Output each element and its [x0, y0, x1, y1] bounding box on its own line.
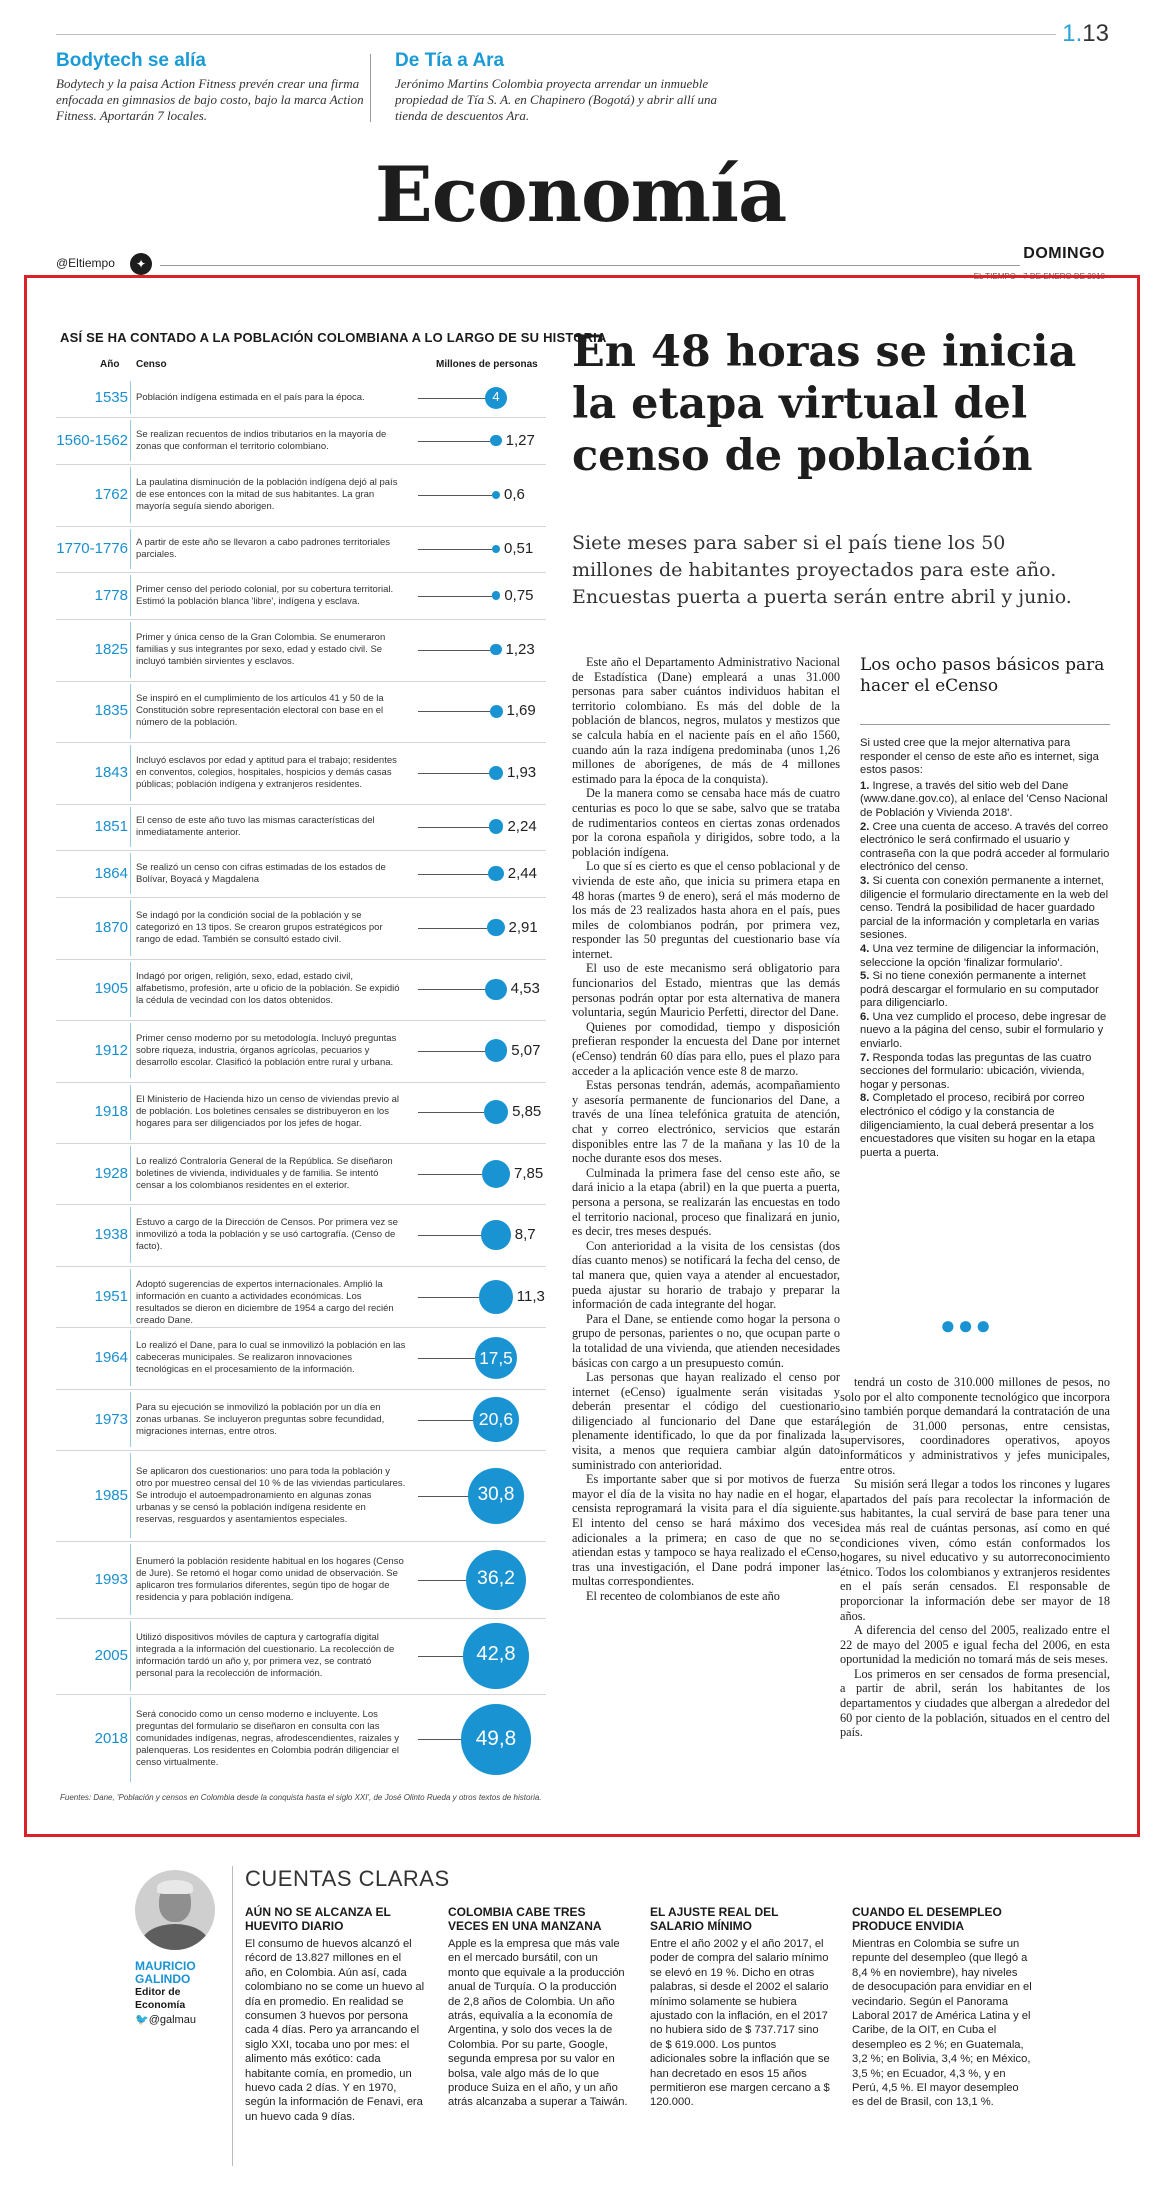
value-connector: [418, 989, 485, 990]
article-headline: En 48 horas se inicia la etapa virtual del censo de población: [572, 327, 1077, 481]
timeline-row: [56, 804, 546, 851]
sidebar-rule: [860, 724, 1110, 725]
step-item: [860, 780, 1110, 821]
article-paragraph: A diferencia del censo del 2005, realizado entre el 22 de mayo del 2005 e igual fecha del 2006, en esta oportunidad la medición no tomará más de seis meses.: [840, 1623, 1110, 1667]
timeline-row: [56, 1327, 546, 1388]
timeline-row: [56, 1020, 546, 1081]
top-rule: [56, 34, 1056, 35]
population-bubble: [490, 435, 501, 446]
column-huevos: [245, 1905, 425, 2124]
year-divider: [130, 1621, 131, 1691]
timeline-description: Se indagó por la condición social de la población y se categorizó en 13 tipos. Se crearon grupos estratégicos por rango de edad. También se consultó estado civil.: [136, 909, 383, 945]
article-paragraph: El recenteo de colombianos de este año: [586, 1589, 780, 1603]
timeline-description: Indagó por origen, religión, sexo, edad, estado civil, alfabetismo, profesión, arte u oficio de la población. Se expidió la cédula de vecindad con los datos obtenidos.: [136, 971, 400, 1007]
value-connector: [418, 1174, 482, 1175]
timeline-row: [56, 572, 546, 619]
year-divider: [130, 1207, 131, 1262]
population-value: 8,7: [514, 1226, 536, 1244]
value-connector: [418, 928, 487, 929]
population-bubble: [488, 866, 504, 882]
value-connector: [418, 650, 490, 651]
timeline-description: Lo realizó el Dane, para lo cual se inmovilizó la población en las cabeceras municipales. Se realizaron innovaciones tecnológicas en el procesamiento de la información.: [136, 1340, 406, 1376]
teaser-text: Jerónimo Martins Colombia proyecta arrendar un inmueble propiedad de Tía S. A. en Chapinero (Bogotá) y abrir allí una tienda de descuentos Ara.: [395, 76, 717, 123]
timeline-row: [56, 742, 546, 803]
timeline-description: Primer censo moderno por su metodología. Incluyó preguntas sobre riqueza, industria, órganos agrícolas, pecuarios y desarrollo escolar. Clasificó la población entre rural y urbana.: [136, 1032, 397, 1068]
population-value: 42,8: [476, 1643, 516, 1666]
population-bubble: [485, 979, 506, 1000]
value-connector: [418, 1358, 475, 1359]
cuentas-claras-title: CUENTAS CLARAS: [245, 1866, 450, 1891]
population-value: 0,6: [504, 485, 525, 503]
timeline-year: 1560-1562: [56, 431, 128, 449]
article-paragraph: Culminada la primera fase del censo este año, se dará inicio a la etapa (abril) en la que puerta a puerta, persona a persona, se realizarán las encuestas en todo el territorio nacional, proceso que finalizará en junio, es decir, tres meses después.: [572, 1165, 840, 1239]
value-connector: [418, 596, 492, 597]
timeline-description: Estuvo a cargo de la Dirección de Censos. Por primera vez se inmovilizó a toda la población y se usó cartografía. (Censo de facto).: [136, 1217, 398, 1253]
step-number: 4.: [860, 942, 870, 955]
column-text: Apple es la empresa que más vale en el mercado bursátil, con un monto que equivale a la producción anual de Turquía. O la producción de 2,8 años de Colombia. Un año atrás, equivalía a la economía de Argentina, y solo dos veces la de Colombia. Por su parte, Google, segunda empresa por su valor en bolsa, vale algo más de lo que produce Suiza en el año, y un año atrás alcanzaba a superar a Taiwán.: [448, 1938, 628, 2109]
timeline-row: [56, 1389, 546, 1450]
article-paragraph: Para el Dane, se entiende como hogar la persona o grupo de personas, parientes o no, que ocupan parte o la totalidad de una vivienda, que atienden necesidades básicas con cargo a un presupuesto común.: [572, 1311, 840, 1370]
timeline-row: [56, 1143, 546, 1204]
timeline-row: [56, 1082, 546, 1143]
timeline-row: [56, 1541, 546, 1617]
step-number: 1.: [860, 779, 870, 792]
population-value: 7,85: [514, 1164, 544, 1182]
column-title: CUANDO EL DESEMPLEO PRODUCE ENVIDIA: [852, 1905, 1002, 1933]
value-connector: [418, 711, 490, 712]
population-value: 4: [492, 388, 500, 404]
article-dek: Siete meses para saber si el país tiene los 50 millones de habitantes proyectados para este año. Encuestas puerta a puerta serán entre abril y junio.: [572, 532, 1072, 608]
timeline-year: 1964: [94, 1349, 128, 1367]
year-divider: [130, 420, 131, 461]
timeline-description: El Ministerio de Hacienda hizo un censo de viviendas previo al de población. Los boletines censales se distribuyeron en los hogares para ser diligenciados por los jefes de hogar.: [136, 1094, 399, 1130]
value-connector: [418, 549, 492, 550]
step-item: [860, 943, 1110, 970]
article-paragraph: Los primeros en ser censados de forma presencial, a partir de abril, serán los habitantes de los departamentos y ciudades que albergan a alrededor del 60 por ciento de la población, situados en el centro del país.: [840, 1666, 1110, 1740]
sidebar-intro: Si usted cree que la mejor alternativa para responder el censo de este año es internet, siga estos pasos:: [860, 737, 1099, 777]
dateline: EL TIEMPO • 7 DE ENERO DE 2018: [973, 272, 1105, 281]
timeline-year: 1770-1776: [56, 539, 128, 557]
step-number: 6.: [860, 1010, 870, 1023]
value-connector: [418, 874, 488, 875]
year-divider: [130, 1146, 131, 1201]
timeline-description: Se inspiró en el cumplimiento de los artículos 41 y 50 de la Constitución sobre representación electoral con base en el número de la población.: [136, 693, 384, 729]
timeline-description: La paulatina disminución de la población indígena dejó al país de ese entonces con la mitad de sus habitantes. La gran mayoría seguía siendo aborigen.: [136, 476, 398, 512]
step-text: Ingrese, a través del sitio web del Dane (www.dane.gov.co), al enlace del 'Censo Nacional de Población y Vivienda 2018'.: [860, 779, 1108, 819]
value-connector: [418, 441, 490, 442]
column-apple: [448, 1905, 628, 2110]
article-paragraph: De la manera como se censaba hace más de cuatro centurias es poco lo que se sabe, salvo que se trataba de rudimentarios conteos en ciertas zonas ordenados por la corona española y dirigidos, sobre todo, a la población indígena.: [572, 786, 840, 859]
timeline-year: 1928: [94, 1164, 128, 1182]
timeline-year: 1762: [94, 485, 128, 503]
population-value: 1,69: [506, 702, 536, 720]
article-column-2: [840, 1375, 1110, 1740]
population-value: 5,85: [512, 1103, 542, 1121]
value-connector: [418, 1656, 463, 1657]
timeline-year: 2005: [94, 1646, 128, 1664]
timeline-year: 1912: [94, 1041, 128, 1059]
timeline-description: Utilizó dispositivos móviles de captura y cartografía digital integrada a la información del cuestionario. La recolección de información tardó un año y, por primera vez, se contrató personal para la recolección de información.: [136, 1631, 395, 1679]
step-text: Si no tiene conexión permanente a internet podrá descargar el formulario en su computador para diligenciarlo.: [860, 970, 1099, 1010]
masthead-rule: [160, 265, 1020, 266]
day-label: DOMINGO: [1023, 245, 1105, 262]
year-divider: [130, 900, 131, 955]
twitter-bird-icon: 🐦: [135, 2014, 149, 2026]
step-item: [860, 970, 1110, 1011]
population-bubble: [482, 1160, 510, 1188]
author-name: MAURICIO GALINDO: [135, 1959, 196, 1986]
timeline-year: 1851: [94, 817, 128, 835]
population-value: 17,5: [479, 1347, 513, 1368]
year-divider: [130, 1269, 131, 1324]
article-paragraph: Estas personas tendrán, además, acompañamiento y asesoría permanente de funcionarios del Dane, a través de una línea telefónica gratuita de atención, chat y correo electrónico, servicios que estarán disponibles entre las 7 de la mañana y las 10 de la noche durante esos dos meses.: [572, 1078, 840, 1166]
article-paragraph: Su misión será llegar a todos los rincones y lugares apartados del país para recolectar la información de sus habitantes, la cual servirá de base para tener una idea más real de cuántas personas, así como en qué condiciones viven, cómo están conformados los hogares, su nivel educativo y su autorreconocimiento étnico. Todos los colombianos y extranjeros residentes en el país serán censados. El responsable de proporcionar la información debe ser mayor de 18 años.: [840, 1477, 1110, 1623]
twitter-handle[interactable]: @Eltiempo: [56, 256, 115, 270]
year-divider: [130, 529, 131, 570]
teaser-title[interactable]: De Tía a Ara: [395, 50, 505, 71]
timeline-row: [56, 464, 546, 525]
value-connector: [418, 1051, 485, 1052]
article-paragraph: Este año el Departamento Administrativo Nacional de Estadística (Dane) empleará a unas 31.000 personas para saber cuántos individuos habitan el territorio colombiano. Es más del doble de la población de blancos, negros, mulatos y mestizos que se calcula había en el naciente país en el año 1560, cuando aún la raza indígena predominaba (unos 1,26 millones de aborígenes, de más de 4 millones estimado para la época de la conquista).: [572, 655, 840, 786]
article-column-1: [572, 655, 840, 1604]
article-paragraph: Quienes por comodidad, tiempo y disposición prefieran responder la encuesta del Dane por internet (eCenso) tendrán 60 días para ello, pues el plazo para acceder a la aplicación vence este 8 de marzo.: [572, 1019, 840, 1078]
population-value: 2,24: [507, 817, 537, 835]
timeline-description: Se aplicaron dos cuestionarios: uno para toda la población y otro por muestreo censal del 10 % de las viviendas particulares. Se introdujo el autoempadronamiento en algunas zonas urbanas y se censó la población indígena residente en reservas, resguardos y asentamientos especiales.: [136, 1465, 406, 1525]
population-bubble: [484, 1100, 508, 1124]
step-item: [860, 1052, 1110, 1093]
timeline-row: [56, 1450, 546, 1541]
ecenso-steps: [860, 737, 1110, 1160]
year-divider: [130, 1697, 131, 1782]
year-divider: [130, 684, 131, 739]
population-value: 36,2: [476, 1567, 515, 1590]
timeline-row: [56, 1618, 546, 1694]
year-divider: [130, 575, 131, 616]
step-text: Si cuenta con conexión permanente a internet, diligencie el formulario directamente en la web del censo. Tendrá la posibilidad de hacer guardado parcial de la información y completarla en varias sesiones.: [860, 874, 1109, 942]
population-value: 20,6: [478, 1408, 514, 1429]
population-value: 2,91: [508, 918, 538, 936]
step-item: [860, 875, 1110, 943]
population-bubble: [487, 919, 504, 936]
col-census-header: Censo: [136, 359, 167, 370]
population-bubble: [490, 644, 501, 655]
author-twitter[interactable]: 🐦@galmau: [135, 2014, 196, 2026]
step-number: 2.: [860, 820, 870, 833]
value-connector: [418, 773, 489, 774]
timeline-year: 1918: [94, 1103, 128, 1121]
step-item: [860, 1092, 1110, 1160]
timeline-title: ASÍ SE HA CONTADO A LA POBLACIÓN COLOMBIANA A LO LARGO DE SU HISTORIA: [60, 330, 607, 345]
timeline-description: Para su ejecución se inmovilizó la población por un día en zonas urbanas. Se incluyeron preguntas sobre fecundidad, migraciones internas, entre otros.: [136, 1401, 385, 1437]
population-value: 1,27: [505, 431, 535, 449]
column-text: El consumo de huevos alcanzó el récord de 13.827 millones en el año, en Colombia. Aún así, cada colombiano no se come un huevo al día en promedio. En realidad se consumen 3 huevos por persona cada 4 días. Pero ya arrancando el siglo XXI, tocaba uno por mes: el alimento más exótico: cada habitante comía, en promedio, un huevo cada 2 días. Y en 1970, según la información de Fenavi, era un huevo cada 9 días.: [245, 1938, 425, 2123]
step-item: [860, 1011, 1110, 1052]
step-text: Cree una cuenta de acceso. A través del correo electrónico le será confirmado el usuario y contraseña con la que podrá acceder al formulario electrónico del censo.: [860, 820, 1110, 874]
value-connector: [418, 1235, 481, 1236]
timeline-row: [56, 378, 546, 417]
timeline-row: [56, 1204, 546, 1265]
value-connector: [418, 1112, 484, 1113]
year-divider: [130, 853, 131, 894]
population-value: 5,07: [511, 1041, 541, 1059]
col-year-header: Año: [100, 359, 120, 370]
article-paragraph: Es importante saber que si por motivos de fuerza mayor el día de la visita no hay nadie en el hogar, el censista reprogramará la visita para el día siguiente. El intento del censo se hará máximo dos veces adicionales a la primera; en caso de que no se atiendan estas y tampoco se haya realizado el eCenso, tras una investigación, el Dane podrá imponer las multas correspondientes.: [572, 1472, 840, 1589]
column-title: AÚN NO SE ALCANZA EL HUEVITO DIARIO: [245, 1905, 391, 1933]
column-divider: [232, 1866, 233, 2166]
section-title: Economía: [374, 150, 787, 239]
timeline-row: [56, 959, 546, 1020]
timeline-description: A partir de este año se llevaron a cabo padrones territoriales parciales.: [136, 536, 391, 560]
population-value: 30,8: [477, 1484, 515, 1506]
year-divider: [130, 807, 131, 848]
step-text: Una vez termine de diligenciar la información, seleccione la opción 'finalizar formulario'.: [860, 942, 1099, 969]
timeline-row: [56, 417, 546, 464]
article-paragraph: Lo que sí es cierto es que el censo poblacional y de vivienda de este año, que inicia su primera etapa en 48 horas (martes 9 de enero), será el más moderno de los más de 23 realizados hasta ahora en el país, pues miles de colombianos podrán, por primera vez, responder las 50 preguntas del cuestionario base vía internet.: [572, 859, 840, 961]
column-title: EL AJUSTE REAL DEL SALARIO MÍNIMO: [650, 1905, 779, 1933]
teaser-tia-ara[interactable]: [395, 50, 725, 124]
year-divider: [130, 1392, 131, 1447]
value-connector: [418, 827, 489, 828]
step-number: 3.: [860, 874, 870, 887]
value-connector: [418, 495, 492, 496]
timeline-row: [56, 619, 546, 680]
population-value: 1,23: [505, 640, 535, 658]
teaser-divider: [370, 54, 371, 122]
population-bubble: [492, 545, 500, 553]
population-value: 1,93: [506, 763, 537, 781]
population-bubble: [492, 491, 500, 499]
year-divider: [130, 1330, 131, 1385]
population-bubble: [489, 766, 503, 780]
population-bubble: [481, 1220, 510, 1249]
timeline-description: Enumeró la población residente habitual en los hogares (Censo de Jure). Se retomó el hogar como unidad de observación. Se aplicaron tres formularios diferentes, según tipo de hogar de residencia y para población indígena.: [136, 1555, 404, 1603]
year-divider: [130, 622, 131, 677]
timeline-description: Primer y única censo de la Gran Colombia. Se enumeraron familias y sus integrantes por sexo, edad y estado civil. Se incluyó también sirvientes y esclavos.: [136, 631, 386, 667]
teaser-title[interactable]: Bodytech se alía: [56, 50, 206, 71]
teaser-text: Bodytech y la paisa Action Fitness prevén crear una firma enfocada en gimnasios de bajo costo, bajo la marca Action Fitness. Aportarán 7 locales.: [56, 76, 364, 123]
value-connector: [418, 1580, 466, 1581]
population-bubble: [490, 705, 503, 718]
timeline-year: 1864: [94, 864, 128, 882]
step-text: Responda todas las preguntas de las cuatro secciones del formulario: ubicación, vivienda, hogar y personas.: [860, 1051, 1092, 1091]
timeline-description: Se realizó un censo con cifras estimadas de los estados de Bolívar, Boyacá y Magdalena: [136, 861, 386, 885]
year-divider: [130, 745, 131, 800]
step-number: 5.: [860, 970, 870, 983]
timeline-row: [56, 1694, 546, 1785]
step-number: 8.: [860, 1092, 870, 1105]
timeline-year: 1835: [94, 702, 128, 720]
step-item: [860, 821, 1110, 875]
population-bubble: [479, 1280, 513, 1314]
value-connector: [418, 1420, 473, 1421]
col-millions-header: Millones de personas: [436, 359, 538, 370]
timeline-year: 1535: [94, 388, 128, 406]
timeline-row: [56, 1266, 546, 1327]
sidebar-title: Los ocho pasos básicos para hacer el eCenso: [860, 655, 1105, 696]
column-text: Mientras en Colombia se sufre un repunte del desempleo (que llegó a 8,4 % en noviembre), hay niveles de desocupación para envidiar en el vecindario. Según el Panorama Laboral 2017 de América Latina y el Caribe, de la OIT, en Cuba el desempleo es 2 %; en Guatemala, 3,2 %; en Bolivia, 3,4 %; en México, 3,5 %; en Ecuador, 4,3 %, y en Perú, 4,5 %. El mayor desempleo es del de Brasil, con 13,1 %.: [852, 1938, 1032, 2109]
timeline-year: 1951: [94, 1287, 128, 1305]
author-avatar: [135, 1870, 215, 1950]
timeline-description: Primer censo del periodo colonial, por su cobertura territorial. Estimó la población blanca 'libre', indígena y esclava.: [136, 583, 394, 607]
timeline-description: Se realizan recuentos de indios tributarios en la mayoría de zonas que conforman el territorio colombiano.: [136, 428, 387, 452]
population-value: 0,51: [504, 539, 534, 557]
population-bubble: [492, 591, 501, 600]
timeline-description: Población indígena estimada en el país para la época.: [136, 391, 365, 403]
timeline-row: [56, 526, 546, 573]
timeline-description: El censo de este año tuvo las mismas características del inmediatamente anterior.: [136, 814, 375, 838]
column-salario: [650, 1905, 830, 2110]
sources-note: Fuentes: Dane, 'Población y censos en Colombia desde la conquista hasta el siglo XXI', de José Olinto Rueda y otros textos de historia.: [60, 1793, 542, 1802]
value-connector: [418, 1496, 468, 1497]
teaser-bodytech[interactable]: [56, 50, 386, 124]
timeline-year: 1843: [94, 763, 128, 781]
timeline-year: 2018: [94, 1730, 128, 1748]
timeline-description: Será conocido como un censo moderno e incluyente. Los preguntas del formulario se diseñaron en consulta con las comunidades indígenas, negras, afrodescendientes, raizales y palenqueras. Los residentes en Colombia podrán diligenciar el censo virtualmente.: [136, 1709, 399, 1769]
population-bubble: [485, 1039, 508, 1062]
population-value: 2,44: [507, 864, 537, 882]
timeline-year: 1870: [94, 918, 128, 936]
article-paragraph: Con anterioridad a la visita de los censistas (dos días cuanto menos) se notificará la fecha del censo, de tal manera que, quien vaya a atender al encuestador, pueda ajustar su horario de trabajo y preparar la información de cada integrante del hogar.: [572, 1238, 840, 1312]
step-text: Una vez cumplido el proceso, debe ingresar de nuevo a la página del censo, subir el formulario y enviarlo.: [860, 1010, 1107, 1051]
timeline-year: 1778: [94, 586, 128, 604]
timeline-year: 1973: [94, 1410, 128, 1428]
step-text: Completado el proceso, recibirá por correo electrónico el código y la constancia de diligenciamiento, la cual deberá presentar a los encuestadores que visiten su hogar en la etapa puerta a puerta.: [860, 1092, 1096, 1159]
page-number: 1.13: [1062, 20, 1109, 47]
year-divider: [130, 1544, 131, 1614]
year-divider: [130, 1023, 131, 1078]
year-divider: [130, 381, 131, 414]
population-value: 0,75: [504, 586, 534, 604]
year-divider: [130, 467, 131, 522]
year-divider: [130, 1453, 131, 1538]
population-value: 49,8: [475, 1726, 517, 1750]
timeline-description: Incluyó esclavos por edad y aptitud para el trabajo; residentes en conventos, colegios, hospitales, hospicios y demás casas públicas; población indígena y extranjeros residentes.: [136, 754, 397, 790]
year-divider: [130, 962, 131, 1017]
timeline-row: [56, 897, 546, 958]
value-connector: [418, 1739, 461, 1740]
timeline-row: [56, 850, 546, 897]
timeline-row: [56, 681, 546, 742]
timeline-year: 1985: [94, 1486, 128, 1504]
year-divider: [130, 1085, 131, 1140]
population-value: 11,3: [516, 1287, 545, 1305]
timeline-year: 1938: [94, 1226, 128, 1244]
twitter-bird-icon[interactable]: ✦: [130, 253, 152, 275]
author-role: Editor de Economía: [135, 1986, 186, 2011]
article-paragraph: Las personas que hayan realizado el censo por internet (eCenso) igualmente serán visitadas y deberán presentar el código del cuestionario diligenciado al funcionario del Dane que estará plenamente identificado, lo que da por finalizada la visita, a menos que requiera cambiar algún dato suministrado con anterioridad.: [572, 1370, 840, 1472]
timeline-year: 1993: [94, 1570, 128, 1588]
more-dots-icon: ●●●: [940, 1310, 994, 1340]
value-connector: [418, 398, 485, 399]
column-desempleo: [852, 1905, 1032, 2110]
value-connector: [418, 1297, 479, 1298]
column-text: Entre el año 2002 y el año 2017, el poder de compra del salario mínimo se elevó en 19 %. Dicho en otras palabras, si desde el 2002 el salario mínimo solamente se hubiera ajustado con la inflación, en el 2017 no hubiera sido de $ 737.717 sino de $ 619.000. Los puntos adicionales sobre la inflación que se han decretado en esos 15 años permitieron ese margen cercano a $ 120.000.: [650, 1938, 830, 2109]
article-paragraph: tendrá un costo de 310.000 millones de pesos, no solo por el alto componente tecnológico que incorpora sino también porque demandará la contratación de una legión de 31.000 personas, entre censistas, supervisores, coordinadores operativos, apoyos informáticos y administrativos y jefes municipales, entre otros.: [840, 1375, 1110, 1477]
population-value: 4,53: [510, 980, 540, 998]
timeline-year: 1825: [94, 640, 128, 658]
column-title: COLOMBIA CABE TRES VECES EN UNA MANZANA: [448, 1905, 602, 1933]
timeline-description: Lo realizó Contraloría General de la República. Se diseñaron boletines de vivienda, individuales y de familia. Se intentó censar a los colombianos residentes en el exterior.: [136, 1155, 393, 1191]
population-bubble: [489, 819, 504, 834]
timeline-year: 1905: [94, 980, 128, 998]
step-number: 7.: [860, 1051, 870, 1064]
author-block: [135, 1960, 230, 2026]
article-paragraph: El uso de este mecanismo será obligatorio para funcionarios del Estado, mientras que las demás personas podrán optar por esta alternativa de manera voluntaria, según Mauricio Perfetti, director del Dane.: [572, 961, 840, 1020]
timeline-description: Adoptó sugerencias de expertos internacionales. Amplió la información en cuanto a actividades económicas. Los resultados se dieron en diciembre de 1954 a cargo del recién creado Dane.: [136, 1278, 394, 1326]
